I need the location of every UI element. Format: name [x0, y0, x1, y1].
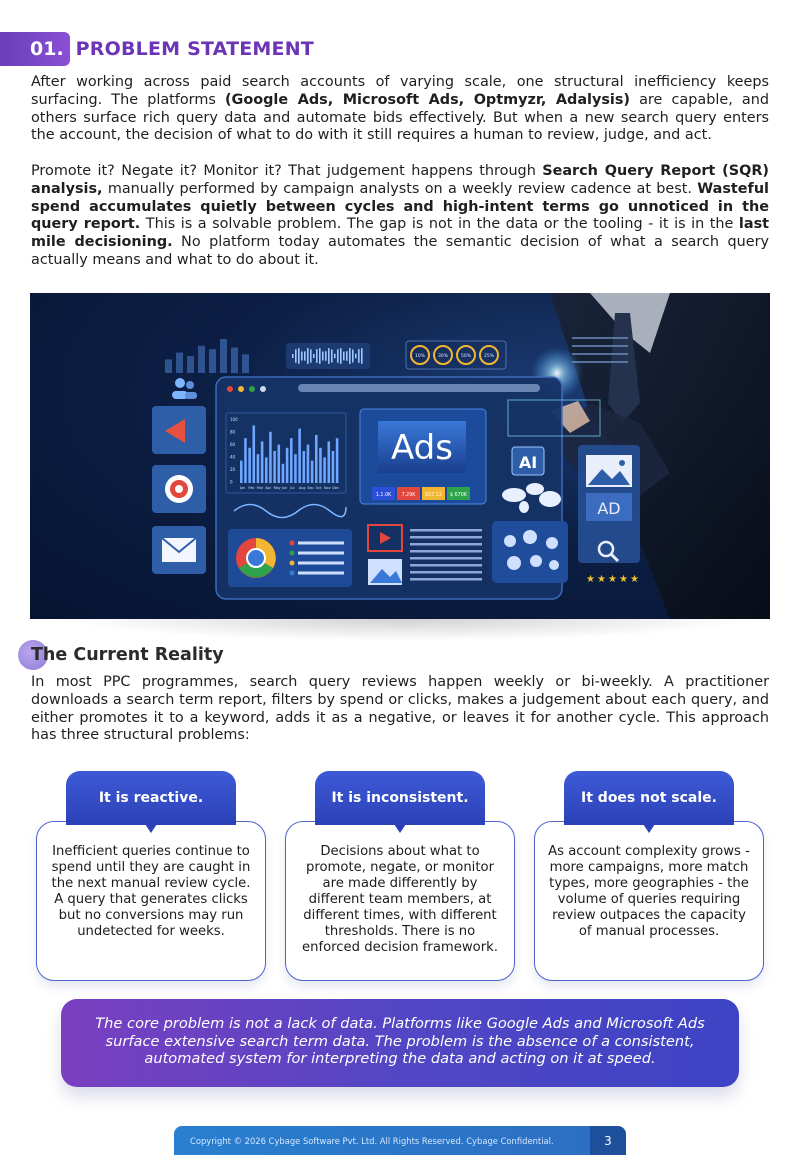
chart-bar: [328, 441, 331, 483]
wave-bar: [355, 354, 357, 359]
bullet-line: [298, 552, 344, 555]
section-title: PROBLEM STATEMENT: [75, 38, 314, 60]
intro-2-run: No platform today automates the semantic decision of what a search query actually means and what to do about it.: [31, 234, 770, 268]
intro-2-run: last mile decisioning.: [31, 216, 770, 251]
ghost-line: [572, 337, 628, 339]
ads-label: Ads: [391, 428, 453, 468]
wave-bar: [358, 349, 360, 363]
wave-bar: [301, 351, 303, 360]
chart-x-tick: Aug: [298, 486, 306, 490]
chart-bar: [307, 445, 310, 483]
core-problem-callout: The core problem is not a lack of data. Platforms like Google Ads and Microsoft Ads surface extensive search term data. The problem is the absence of a consistent, automated system for interpreting the data and acting on it at speed.: [61, 999, 739, 1087]
reality-title: The Current Reality: [31, 645, 224, 665]
text-line: [410, 536, 482, 539]
wave-bar: [316, 349, 318, 363]
reality-header: [18, 640, 224, 670]
chart-x-tick: May: [273, 486, 281, 490]
wave-bar: [361, 348, 363, 364]
chart-x-tick: Oct: [315, 486, 322, 490]
chart-x-tick: Sep: [307, 486, 314, 490]
wave-bar: [337, 349, 339, 363]
problem-card-inconsistent: [285, 771, 515, 983]
stat-chip-label: 1.1.0K: [375, 493, 392, 498]
star-icon: ★: [597, 574, 606, 585]
chart-bar: [273, 451, 276, 483]
star-icon: ★: [619, 574, 628, 585]
chart-bar: [319, 448, 322, 483]
gauge-icons: [411, 346, 498, 364]
ppc-dashboard-graphic: [30, 293, 770, 619]
wave-bar: [325, 351, 327, 360]
wave-bar: [313, 354, 315, 358]
hero-illustration: [30, 293, 770, 619]
wave-bar: [298, 348, 300, 364]
chart-y-tick: 0: [230, 479, 233, 485]
text-line: [410, 543, 482, 546]
chart-x-tick: Jul: [290, 486, 295, 490]
wave-bar: [310, 349, 312, 362]
card-notch: [143, 821, 159, 833]
top-bar: [231, 348, 238, 374]
chart-bar: [269, 432, 272, 483]
gauge-label: 30%: [437, 354, 449, 359]
chart-x-tick: Nov: [324, 486, 331, 490]
intro-2-run: This is a solvable problem. The gap is not in the data or the tooling - it is in the: [140, 216, 739, 233]
top-bar: [242, 354, 249, 373]
chart-x-tick: Jun: [282, 486, 288, 490]
top-bar: [220, 339, 227, 373]
chart-bar: [294, 454, 297, 483]
intro-paragraph-1: [31, 74, 769, 145]
intro-1-run: (Google Ads, Microsoft Ads, Optmyzr, Adalysis): [224, 91, 630, 108]
gauge-label: 10%: [414, 354, 426, 359]
card-notch: [641, 821, 657, 833]
reality-paragraph: In most PPC programmes, search query reviews happen weekly or bi-weekly. A practitioner downloads a search term report, filters by spend or clicks, makes a judgement about each query, and either promotes it to a keyword, adds it as a negative, or leaves it for another cycle. This approach has three structural problems:: [31, 674, 769, 744]
top-bar: [209, 349, 216, 373]
text-line: [410, 557, 482, 560]
chart-bar: [261, 441, 264, 483]
bullet-dot: [290, 561, 295, 566]
chart-y-tick: 20: [230, 467, 236, 472]
card-title: It is reactive.: [66, 771, 236, 825]
text-line: [410, 550, 482, 553]
footer: [174, 1126, 626, 1155]
chart-bar: [248, 448, 251, 483]
ghost-line: [572, 345, 628, 347]
text-line: [410, 564, 482, 567]
card-body: Inefficient queries continue to spend until they are caught in the next manual review cycle. A query that generates clicks but no conversions may run undetected for weeks.: [36, 821, 266, 981]
chart-y-tick: 100: [230, 417, 238, 422]
intro-2-run: Wasteful spend accumulates quietly between cycles and high-intent terms go unnoticed in the query report.: [31, 180, 769, 233]
wave-bar: [346, 351, 348, 361]
chart-bar: [265, 457, 268, 483]
star-icon: ★: [630, 574, 639, 585]
wave-bar: [340, 348, 342, 364]
footer-copyright: Copyright © 2026 Cybage Software Pvt. Ltd. All Rights Reserved. Cybage Confidential.: [174, 1126, 590, 1155]
card-title: It is inconsistent.: [315, 771, 485, 825]
gauge-label: 25%: [483, 354, 495, 359]
text-line: [410, 578, 482, 581]
chart-bar: [298, 429, 301, 483]
chart-y-tick: 40: [230, 454, 236, 460]
top-bar: [187, 356, 194, 373]
chart-x-tick: Mar: [256, 486, 264, 490]
gauge-label: 50%: [460, 354, 472, 359]
intro-1-run: are capable, and others surface rich query data and automate bids effectively. But when a new search query enters the account, the decision of what to do with it still requires a human to review, judge, and act.: [31, 91, 769, 144]
ad-label: AD: [597, 499, 621, 518]
ghost-line: [572, 361, 628, 363]
chart-x-tick: Apr: [265, 486, 272, 490]
chart-bar: [332, 451, 335, 483]
chart-bar: [286, 448, 289, 483]
bullet-line: [298, 562, 344, 565]
top-bar: [165, 359, 172, 373]
intro-2-run: Promote it? Negate it? Monitor it? That judgement happens through: [31, 163, 543, 179]
stat-chip-label: $ 670K: [450, 493, 467, 498]
wave-bar: [304, 351, 306, 360]
chart-bar: [290, 438, 293, 483]
chart-bar: [278, 445, 281, 483]
wave-bar: [331, 349, 333, 362]
chart-x-tick: Jan: [240, 486, 246, 490]
users-icon: [172, 378, 197, 399]
card-title: It does not scale.: [564, 771, 734, 825]
top-bar: [198, 346, 205, 373]
bullet-line: [298, 572, 344, 575]
star-icon: ★: [608, 574, 617, 585]
ghost-line: [572, 353, 628, 355]
ai-label: AI: [518, 453, 538, 472]
chart-x-tick: Feb: [248, 486, 255, 490]
wave-bar: [319, 348, 321, 364]
intro-paragraph-2: [31, 163, 769, 270]
address-bar: [298, 384, 540, 392]
stat-chip-label: 7.29K: [401, 493, 416, 498]
text-line: [410, 529, 482, 532]
bullet-dot: [290, 571, 295, 576]
section-header: [0, 32, 314, 66]
chart-y-tick: 80: [230, 429, 236, 435]
top-bar-icon: [165, 339, 249, 373]
chart-bar: [311, 461, 314, 483]
chart-y-tick: 60: [230, 442, 236, 447]
top-bar: [176, 353, 183, 373]
bullet-line: [298, 542, 344, 545]
rating-stars: [586, 574, 639, 585]
wave-bar: [307, 348, 309, 364]
card-body: As account complexity grows - more campaigns, more match types, more geographies - the volume of queries requiring review outpaces the capacity of manual processes.: [534, 821, 764, 981]
intro-2-run: manually performed by campaign analysts on a weekly review cadence at best.: [102, 180, 698, 197]
chart-bar: [240, 461, 243, 483]
wave-bar: [334, 354, 336, 358]
stat-chip-label: $57.12: [425, 493, 442, 498]
intro-1-run: After working across paid search accounts of varying scale, one structural inefficiency keeps surfacing. The platforms: [31, 74, 769, 108]
wave-bar: [295, 349, 297, 362]
card-body: Decisions about what to promote, negate, or monitor are made differently by different team members, at different times, with different thresholds. There is no enforced decision framework.: [285, 821, 515, 981]
wave-bar: [328, 348, 330, 364]
chart-bar: [253, 425, 256, 483]
bullet-dot: [290, 541, 295, 546]
intro-2-run: Search Query Report (SQR) analysis,: [31, 163, 769, 197]
wave-bar: [322, 352, 324, 361]
chart-bar: [315, 435, 318, 483]
wave-bar: [349, 348, 351, 364]
section-number: 01.: [0, 32, 70, 66]
chart-bar: [336, 438, 339, 483]
card-notch: [392, 821, 408, 833]
problem-card-reactive: [36, 771, 266, 983]
bullet-dot: [290, 551, 295, 556]
chart-x-tick: Dec: [332, 486, 339, 490]
star-icon: ★: [586, 574, 595, 585]
chart-bar: [323, 457, 326, 483]
wave-bar: [343, 352, 345, 361]
wave-bar: [352, 349, 354, 362]
chart-bar: [257, 454, 260, 483]
text-line: [410, 571, 482, 574]
hero-shadow: [60, 619, 750, 641]
wave-bar: [292, 354, 294, 358]
problem-card-scale: [534, 771, 764, 983]
chart-bar: [244, 438, 247, 483]
chart-bar: [282, 464, 285, 483]
chart-bar: [303, 451, 306, 483]
page-number: 3: [590, 1126, 626, 1155]
